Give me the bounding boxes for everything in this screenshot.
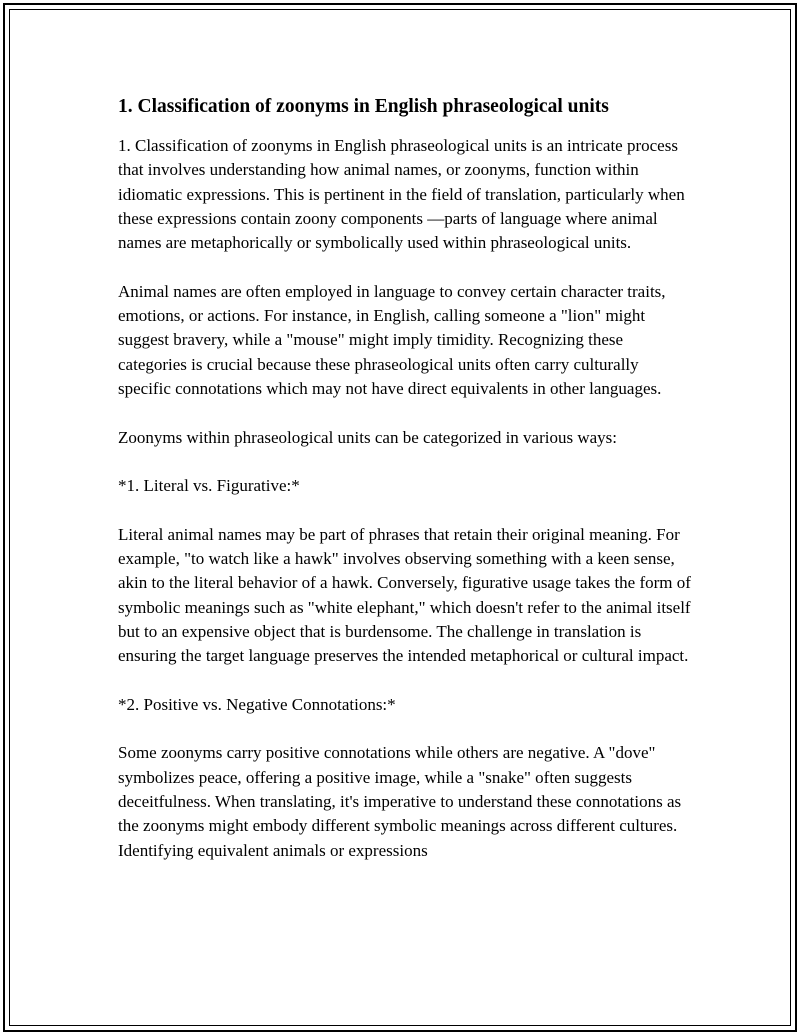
paragraph-categorized: Zoonyms within phraseological units can be categorized in various ways: — [118, 427, 618, 447]
paragraph-intro: 1. Classification of zoonyms in English phraseological units is an intricate process that involves understanding how animal names, or zoonyms, function within idiomatic expressions. This is pertinent in the field of translation, particularly when these expressions contain zoony components —parts of language where animal names are metaphorically or symbolically used within phraseological units. — [118, 136, 685, 253]
document-title: 1. Classification of zoonyms in English phraseological units — [118, 96, 609, 117]
heading-positive-negative: *2. Positive vs. Negative Connotations:* — [118, 694, 396, 714]
document-page — [118, 94, 693, 887]
heading-literal-figurative: *1. Literal vs. Figurative:* — [118, 476, 300, 496]
paragraph-animal-names: Animal names are often employed in language to convey certain character traits, emotions, or actions. For instance, in English, calling someone a "lion" might suggest bravery, while a "mouse" might imply timidity. Recognizing these categories is crucial because these phraseological units often carry culturally specific connotations which may not have direct equivalents in other languages. — [118, 281, 666, 398]
paragraph-positive-negative: Some zoonyms carry positive connotations while others are negative. A "dove" symbolizes peace, offering a positive image, while a "snake" often suggests deceitfulness. When translating, it's imperative to understand these connotations as the zoonyms might embody different symbolic meanings across different cultures. Identifying equivalent animals or expressions — [118, 743, 682, 860]
paragraph-literal-figurative: Literal animal names may be part of phrases that retain their original meaning. For example, "to watch like a hawk" involves observing something with a keen sense, akin to the literal behavior of a hawk. Conversely, figurative usage takes the form of symbolic meanings such as "white elephant," which doesn't refer to the animal itself but to an expensive object that is burdensome. The challenge in translation is ensuring the target language preserves the intended metaphorical or cultural impact. — [118, 524, 691, 666]
